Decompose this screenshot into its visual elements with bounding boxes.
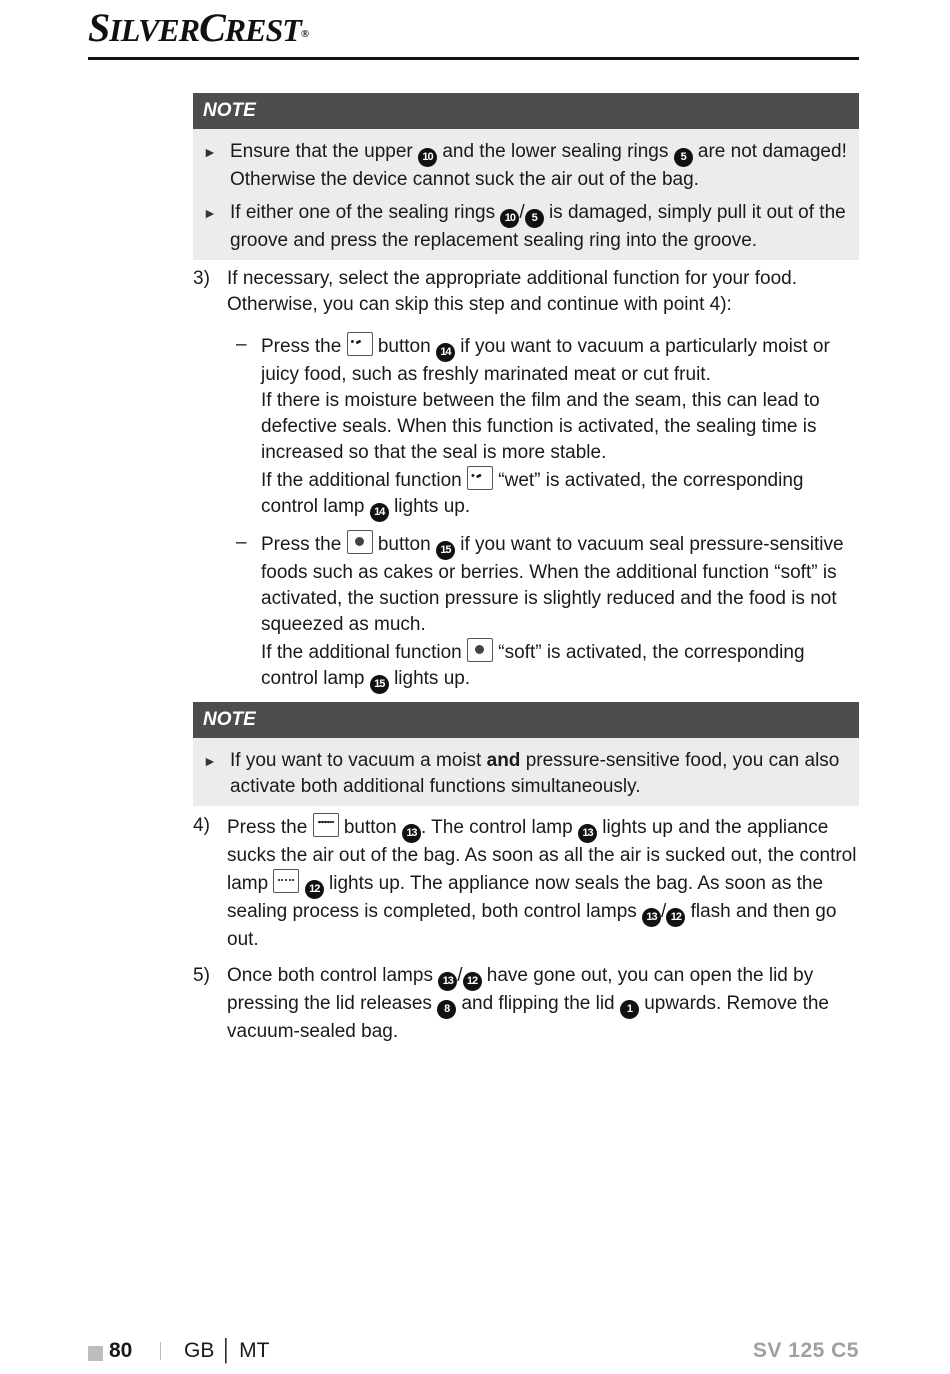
part-number-badge: 15 <box>436 541 455 560</box>
part-number-badge: 13 <box>402 824 421 843</box>
step-number: 3) <box>193 268 210 289</box>
note-title: NOTE <box>193 702 859 738</box>
header-rule <box>88 57 859 60</box>
seal-dash-icon <box>273 869 299 893</box>
step-4: 4) Press the '''' button 13 . The control lamp 13 lights up and the appliance sucks the air out of the bag. As soon as all the air is sucked out, the control lamp 12 lights up. The appliance now seals the bag. As soon as the sealing process is completed, both control lamps 13 / 12 flash and then go out. <box>193 813 859 953</box>
page-marker-square <box>88 1346 103 1361</box>
page-number: 80 <box>109 1339 133 1362</box>
silvercrest-logo: SILVERCREST® <box>88 5 309 50</box>
part-number-badge: 12 <box>666 908 685 927</box>
note-item-upper-ring: ► Ensure that the upper 10 and the lower sealing rings 5 are not damaged! Otherwise the device cannot suck the air out of the bag. <box>203 141 847 190</box>
step-number: 4) <box>193 815 210 836</box>
cake-icon <box>467 638 493 662</box>
language-codes: GB │ MT <box>184 1339 270 1362</box>
part-number-badge: 13 <box>642 908 661 927</box>
sub-item-soft: – Press the button 15 if you want to vacuum seal pressure-sensitive foods such as cakes or berries. When the additional function “soft” is activated, the suction pressure is slightly reduced and the food is not squeezed as much. If the additional function “soft” is activated, the corresponding control lamp 15 lights up. <box>193 530 859 694</box>
page-content <box>193 93 859 1045</box>
water-drops-icon <box>467 466 493 490</box>
triangle-arrow-icon: ► <box>203 205 217 221</box>
part-number-badge: 13 <box>438 972 457 991</box>
vacuum-comb-icon <box>313 813 339 837</box>
part-number-badge: 5 <box>525 209 544 228</box>
step-number: 5) <box>193 965 210 986</box>
sub-item-wet: – Press the • • • button 14 if you want to vacuum a particularly moist or juicy food, such as freshly marinated meat or cut fruit. If there is moisture between the film and the seam, this can lead to defective seals. When this function is activated, the sealing time is increased so that the seal is more stable. If the additional function • • • “wet” is activated, the corresponding control lamp 14 lights up. <box>193 332 859 522</box>
part-number-badge: 12 <box>305 880 324 899</box>
note-item-both-functions: ► If you want to vacuum a moist and pressure-sensitive food, you can also activate both additional functions simultaneously. <box>203 750 840 797</box>
footer-divider <box>160 1342 161 1360</box>
part-number-badge: 5 <box>674 148 693 167</box>
part-number-badge: 14 <box>436 343 455 362</box>
part-number-badge: 1 <box>620 1000 639 1019</box>
water-drops-icon <box>347 332 373 356</box>
part-number-badge: 15 <box>370 675 389 694</box>
note-box-combined-functions <box>193 702 859 806</box>
model-number: SV 125 C5 <box>752 1339 859 1362</box>
part-number-badge: 8 <box>437 1000 456 1019</box>
cake-icon <box>347 530 373 554</box>
page-footer <box>88 1339 859 1369</box>
part-number-badge: 10 <box>500 209 519 228</box>
step-3 <box>193 266 859 318</box>
triangle-arrow-icon: ► <box>203 753 217 769</box>
part-number-badge: 14 <box>370 503 389 522</box>
triangle-arrow-icon: ► <box>203 144 217 160</box>
part-number-badge: 13 <box>578 824 597 843</box>
step-text: If necessary, select the appropriate additional function for your food. Otherwise, you can skip this step and continue with point 4): <box>227 268 797 315</box>
note-item-replace-ring: ► If either one of the sealing rings 10 / 5 is damaged, simply pull it out of the groove and press the replacement sealing ring into the groove. <box>203 202 846 251</box>
part-number-badge: 12 <box>463 972 482 991</box>
part-number-badge: 10 <box>418 148 437 167</box>
note-title: NOTE <box>193 93 859 129</box>
step-5: 5) Once both control lamps 13 / 12 have gone out, you can open the lid by pressing the lid releases 8 and flipping the lid 1 upwards. Remove the vacuum-sealed bag. <box>193 965 830 1042</box>
note-box-sealing-rings <box>193 93 859 260</box>
